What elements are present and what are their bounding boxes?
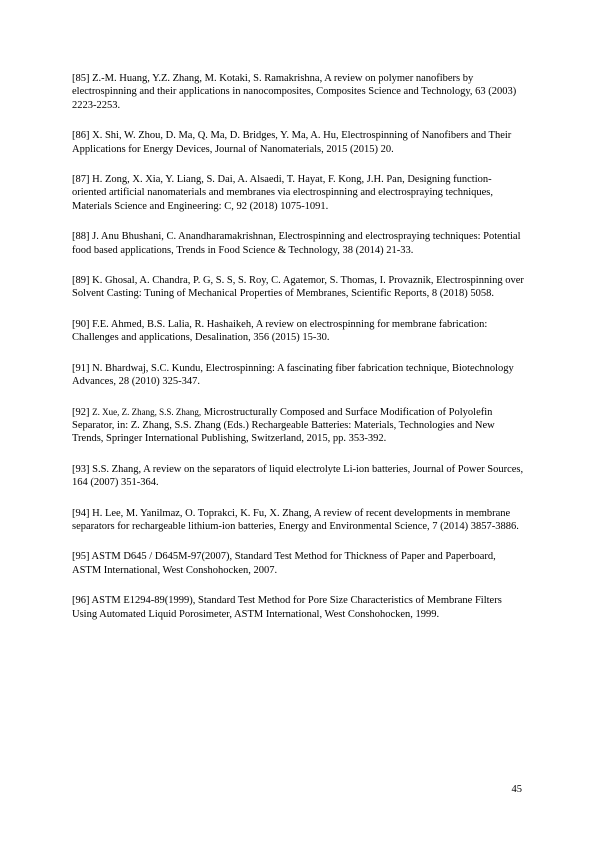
reference-86: [86] X. Shi, W. Zhou, D. Ma, Q. Ma, D. Bridges, Y. Ma, A. Hu, Electrospinning of Nanofibers and Their Applications for Energy Devices, Journal of Nanomaterials, 2015 (2015) 20. bbox=[72, 130, 512, 155]
reference-85: [85] Z.-M. Huang, Y.Z. Zhang, M. Kotaki, S. Ramakrishna, A review on polymer nanofibers by electrospinning and their applications in nanocomposites, Composites Science and Technology, 63 (2003) 2223-2253. bbox=[72, 73, 517, 111]
reference-96: [96] ASTM E1294-89(1999), Standard Test Method for Pore Size Characteristics of Membrane Filters Using Automated Liquid Porosimeter, ASTM International, West Conshohocken, 1999. bbox=[72, 595, 502, 620]
reference-92 bbox=[72, 406, 524, 446]
reference-87: [87] H. Zong, X. Xia, Y. Liang, S. Dai, A. Alsaedi, T. Hayat, F. Kong, J.H. Pan, Designing function-oriented artificial nanomaterials and membranes via electrospinning and electrospraying techniques, Materials Science and Engineering: C, 92 (2018) 1075-1091. bbox=[72, 174, 494, 212]
reference-90: [90] F.E. Ahmed, B.S. Lalia, R. Hashaikeh, A review on electrospinning for membrane fabrication: Challenges and applications, Desalination, 356 (2015) 15-30. bbox=[72, 318, 488, 344]
page-number: 45 bbox=[511, 784, 522, 795]
reference-88: [88] J. Anu Bhushani, C. Anandharamakrishnan, Electrospinning and electrospraying techniques: Potential food based applications, Trends in Food Science & Technology, 38 (2014) 21-33. bbox=[72, 231, 521, 256]
reference-93: [93] S.S. Zhang, A review on the separators of liquid electrolyte Li-ion batteries, Journal of Power Sources, 164 (2007) 351-364. bbox=[72, 463, 524, 489]
reference-91: [91] N. Bhardwaj, S.C. Kundu, Electrospinning: A fascinating fiber fabrication technique, Biotechnology Advances, 28 (2010) 325-347. bbox=[72, 362, 514, 388]
reference-92-details: Microstructurally Composed and Surface Modification of Polyolefin Separator, in: Z. Zhang, S.S. Zhang (Eds.) Rechargeable Batteries: Materials, Technologies and New Trends, Springer International Publishing, Switzerland, 2015, pp. 353-392. bbox=[72, 406, 495, 445]
reference-94: [94] H. Lee, M. Yanilmaz, O. Toprakci, K. Fu, X. Zhang, A review of recent developments in membrane separators for rechargeable lithium-ion batteries, Energy and Environmental Science, 7 (2014) 3857-3886. bbox=[72, 507, 519, 532]
reference-92-authors: Z. Xue, Z. Zhang, S.S. Zhang, bbox=[92, 406, 202, 417]
reference-92-label: [92] bbox=[72, 406, 90, 418]
reference-95: [95] ASTM D645 / D645M-97(2007), Standard Test Method for Thickness of Paper and Paperboard, ASTM International, West Conshohocken, 2007. bbox=[72, 551, 496, 576]
reference-list bbox=[72, 72, 524, 638]
reference-89: [89] K. Ghosal, A. Chandra, P. G, S. S, S. Roy, C. Agatemor, S. Thomas, I. Provaznik, Electrospinning over Solvent Casting: Tuning of Mechanical Properties of Membranes, Scientific Reports, 8 (2018) 5058. bbox=[72, 275, 524, 300]
